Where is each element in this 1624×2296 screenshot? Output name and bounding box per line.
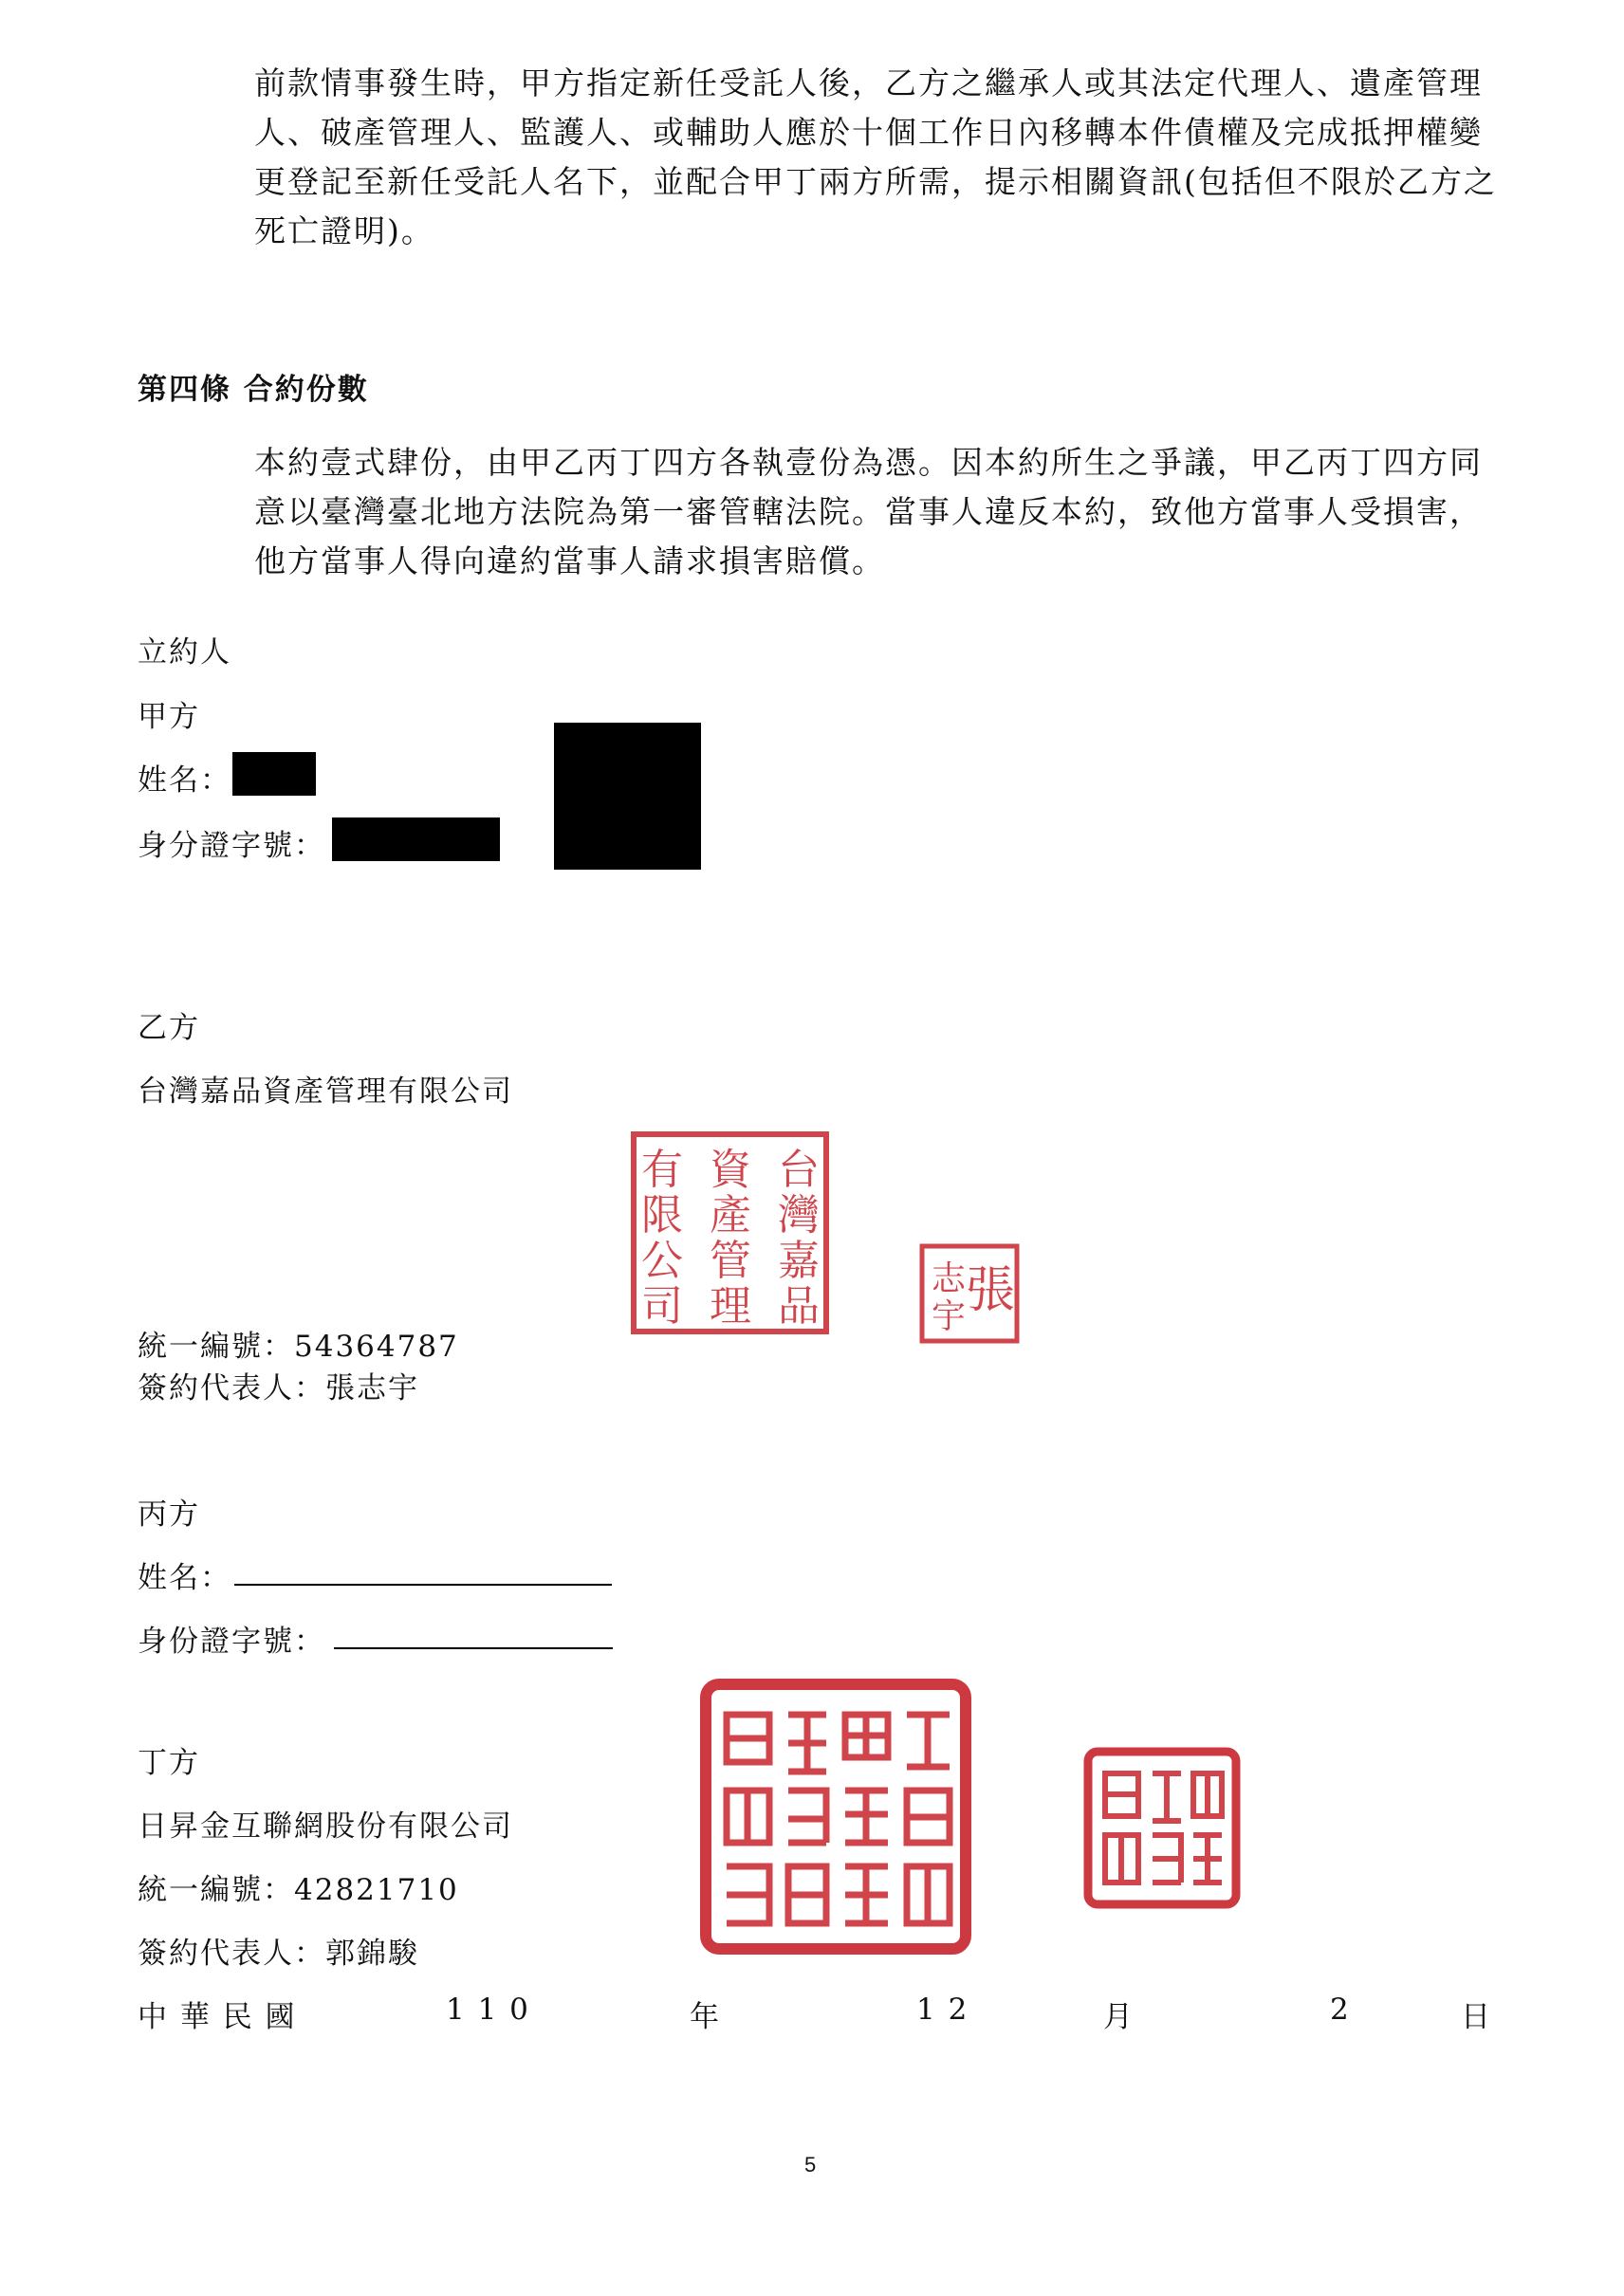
- party-b-company-seal: [628, 1129, 832, 1337]
- party-c-id-label: 身份證字號：: [138, 1625, 325, 1659]
- company-seal-char: 有: [641, 1146, 683, 1194]
- party-a-name-redaction: [232, 752, 316, 796]
- personal-seal-char: 宇: [931, 1297, 967, 1336]
- party-b-label: 乙方: [138, 1011, 200, 1045]
- party-c-name-blank: [234, 1584, 612, 1586]
- company-seal-char: 灣: [778, 1191, 820, 1240]
- party-d-company: 日昇金互聯網股份有限公司: [138, 1809, 513, 1844]
- party-a-seal-redaction: [554, 723, 701, 870]
- party-d-personal-seal: [1081, 1745, 1243, 1911]
- company-seal-char: 管: [710, 1237, 751, 1285]
- personal-seal-char: 志: [931, 1259, 967, 1298]
- signatories-label: 立約人: [138, 635, 231, 670]
- date-month: 1 2: [916, 1993, 969, 2027]
- clause3-tail-paragraph: 前款情事發生時，甲方指定新任受託人後，乙方之繼承人或其法定代理人、遺產管理人、破產管理人、監護人、或輔助人應於十個工作日內移轉本件債權及完成抵押權變更登記至新任受託人名下，並配合甲丁兩方所需，提示相關資訊(包括但不限於乙方之死亡證明)。: [254, 64, 1497, 249]
- party-c-name-label: 姓名：: [138, 1561, 231, 1595]
- date-year-unit: 年: [690, 2000, 721, 2034]
- party-c-id-blank: [334, 1647, 613, 1649]
- date-day: 2: [1330, 1993, 1351, 2027]
- date-month-unit: 月: [1103, 2000, 1135, 2034]
- company-seal-char: 嘉: [778, 1237, 820, 1285]
- company-seal-char: 資: [710, 1146, 751, 1194]
- date-prefix: 中 華 民 國: [138, 2000, 297, 2034]
- party-d-label: 丁方: [138, 1746, 200, 1780]
- company-seal-char: 品: [778, 1282, 820, 1331]
- company-seal-char: 限: [641, 1191, 683, 1240]
- personal-seal-char: 張: [965, 1262, 1016, 1319]
- page-number: 5: [804, 2153, 817, 2177]
- company-seal-char: 公: [641, 1237, 683, 1285]
- party-a-label: 甲方: [138, 700, 200, 734]
- party-d-tax-id: 統一編號：42821710: [138, 1873, 459, 1907]
- company-seal-char: 產: [710, 1191, 751, 1240]
- party-b-company: 台灣嘉品資產管理有限公司: [138, 1075, 513, 1109]
- date-day-unit: 日: [1461, 2000, 1492, 2034]
- party-a-name-label: 姓名：: [138, 763, 231, 798]
- party-d-representative: 簽約代表人：郭錦駿: [138, 1937, 419, 1971]
- party-c-label: 丙方: [138, 1497, 200, 1532]
- party-b-personal-seal: [918, 1242, 1021, 1345]
- party-b-tax-id: 統一編號：54364787: [138, 1330, 459, 1364]
- party-a-id-label: 身分證字號：: [138, 829, 325, 863]
- company-seal-char: 司: [641, 1282, 683, 1331]
- company-seal-char: 理: [710, 1282, 751, 1331]
- party-b-representative: 簽約代表人：張志宇: [138, 1371, 419, 1405]
- party-a-id-redaction: [332, 817, 500, 861]
- clause4-heading: 第四條 合約份數: [138, 373, 369, 407]
- party-d-company-seal: [698, 1677, 973, 1956]
- company-seal-char: 台: [778, 1146, 820, 1194]
- clause4-body: 本約壹式肆份，由甲乙丙丁四方各執壹份為憑。因本約所生之爭議，甲乙丙丁四方同意以臺灣臺北地方法院為第一審管轄法院。當事人違反本約，致他方當事人受損害，他方當事人得向違約當事人請求損害賠償。: [254, 444, 1483, 579]
- date-year: 1 1 0: [446, 1993, 530, 2027]
